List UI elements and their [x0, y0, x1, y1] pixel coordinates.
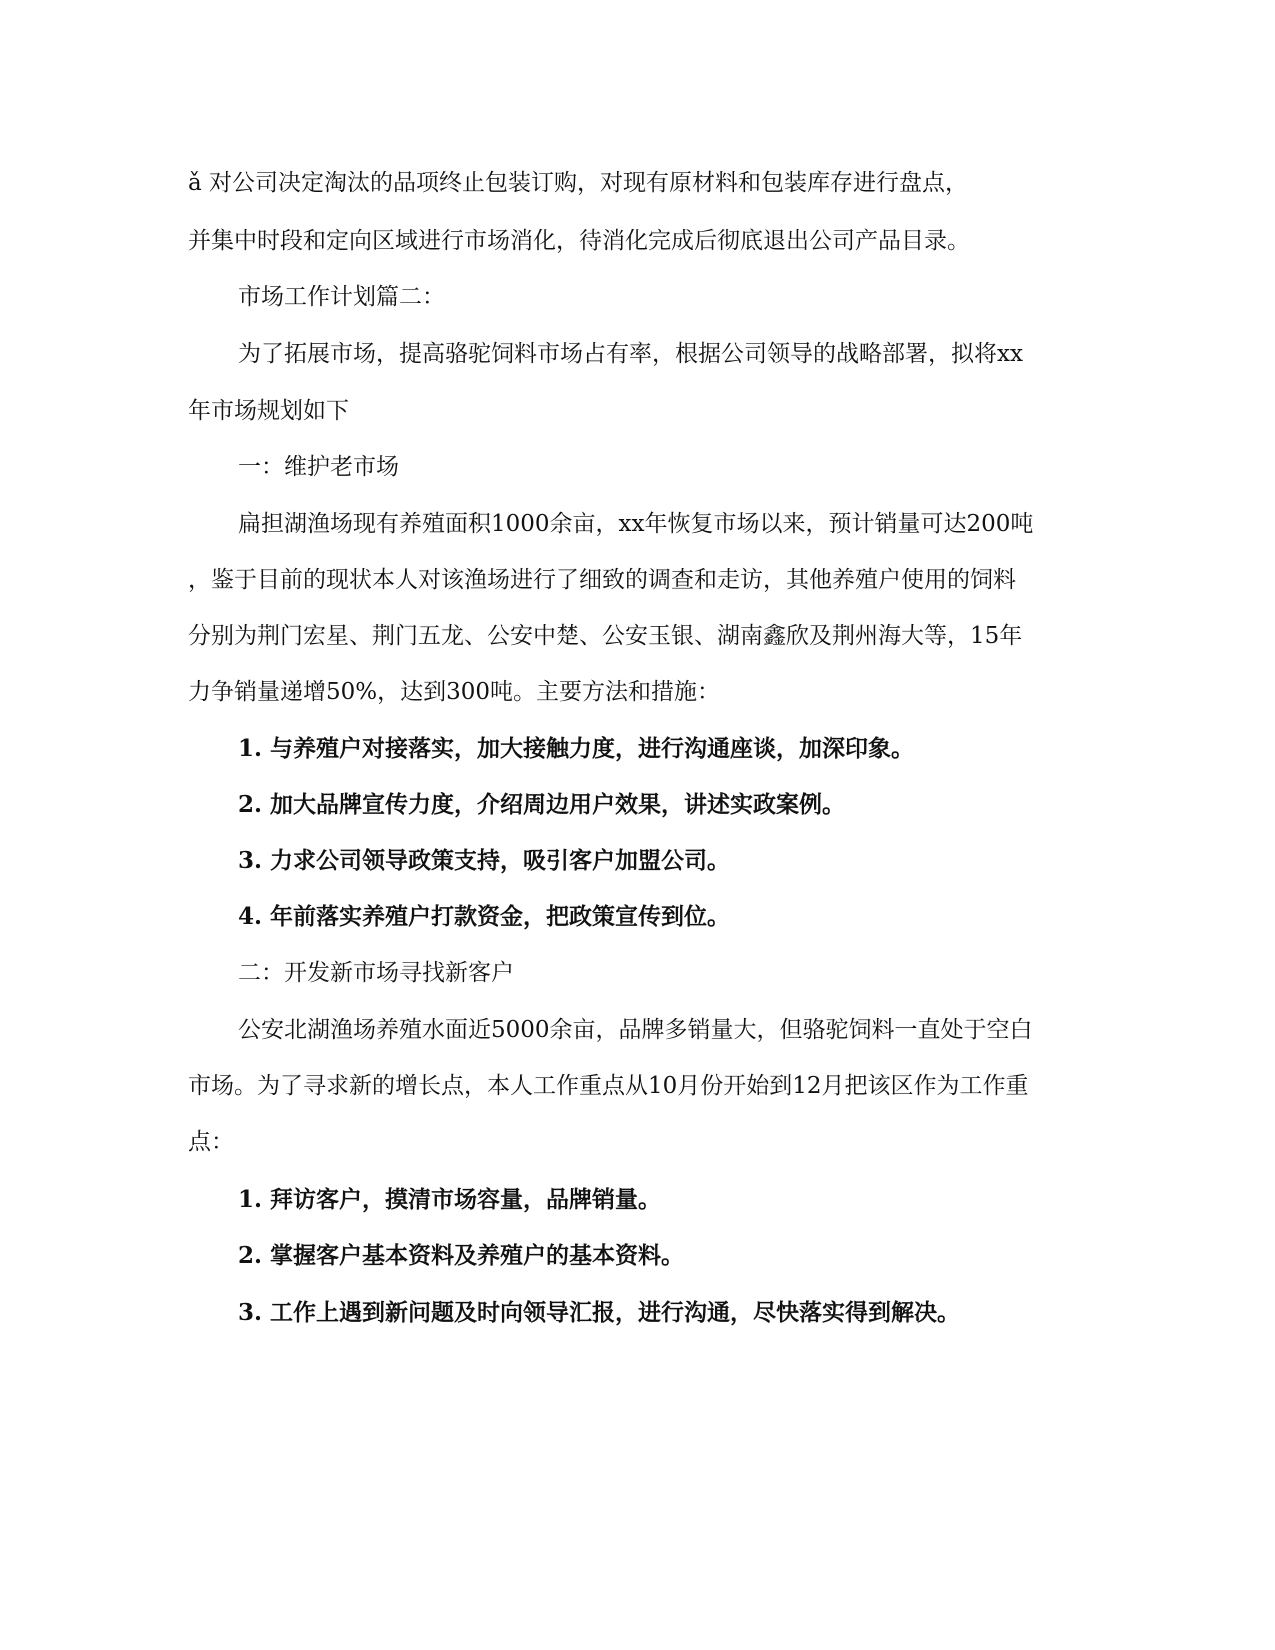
list-item: 3. 工作上遇到新问题及时向领导汇报，进行沟通，尽快落实得到解决。	[238, 1299, 961, 1326]
list-item: 3. 力求公司领导政策支持，吸引客户加盟公司。	[238, 847, 731, 874]
section-heading: 二：开发新市场寻找新客户	[238, 960, 514, 986]
text-line: ，鉴于目前的现状本人对该渔场进行了细致的调查和走访，其他养殖户使用的饲料	[188, 567, 1016, 593]
text-line: 点：	[188, 1129, 234, 1155]
text-line: 年市场规划如下	[188, 398, 349, 424]
text-line: 分别为荆门宏星、荆门五龙、公安中楚、公安玉银、湖南鑫欣及荆州海大等，15年	[188, 623, 1023, 649]
text-line: 并集中时段和定向区域进行市场消化，待消化完成后彻底退出公司产品目录。	[188, 228, 970, 254]
list-item: 1. 拜访客户，摸清市场容量，品牌销量。	[238, 1186, 662, 1213]
list-item: 2. 加大品牌宣传力度，介绍周边用户效果，讲述实政案例。	[238, 791, 846, 818]
text-line: 市场工作计划篇二：	[238, 284, 445, 310]
text-line: 扁担湖渔场现有养殖面积1000余亩，xx年恢复市场以来，预计销量可达200吨	[238, 511, 1034, 537]
text-line: 力争销量递增50%，达到300吨。主要方法和措施：	[188, 679, 721, 705]
list-item: 4. 年前落实养殖户打款资金，把政策宣传到位。	[238, 903, 731, 930]
list-item: 1. 与养殖户对接落实，加大接触力度，进行沟通座谈，加深印象。	[238, 735, 915, 762]
list-item: 2. 掌握客户基本资料及养殖户的基本资料。	[238, 1242, 685, 1269]
text-line: 市场。为了寻求新的增长点，本人工作重点从10月份开始到12月把该区作为工作重	[188, 1073, 1029, 1099]
text-line: ǎ 对公司决定淘汰的品项终止包装订购，对现有原材料和包装库存进行盘点，	[188, 170, 969, 196]
text-line: 为了拓展市场，提高骆驼饲料市场占有率，根据公司领导的战略部署，拟将xx	[238, 341, 1023, 367]
text-line: 公安北湖渔场养殖水面近5000余亩，品牌多销量大，但骆驼饲料一直处于空白	[238, 1017, 1033, 1043]
section-heading: 一：维护老市场	[238, 454, 399, 480]
